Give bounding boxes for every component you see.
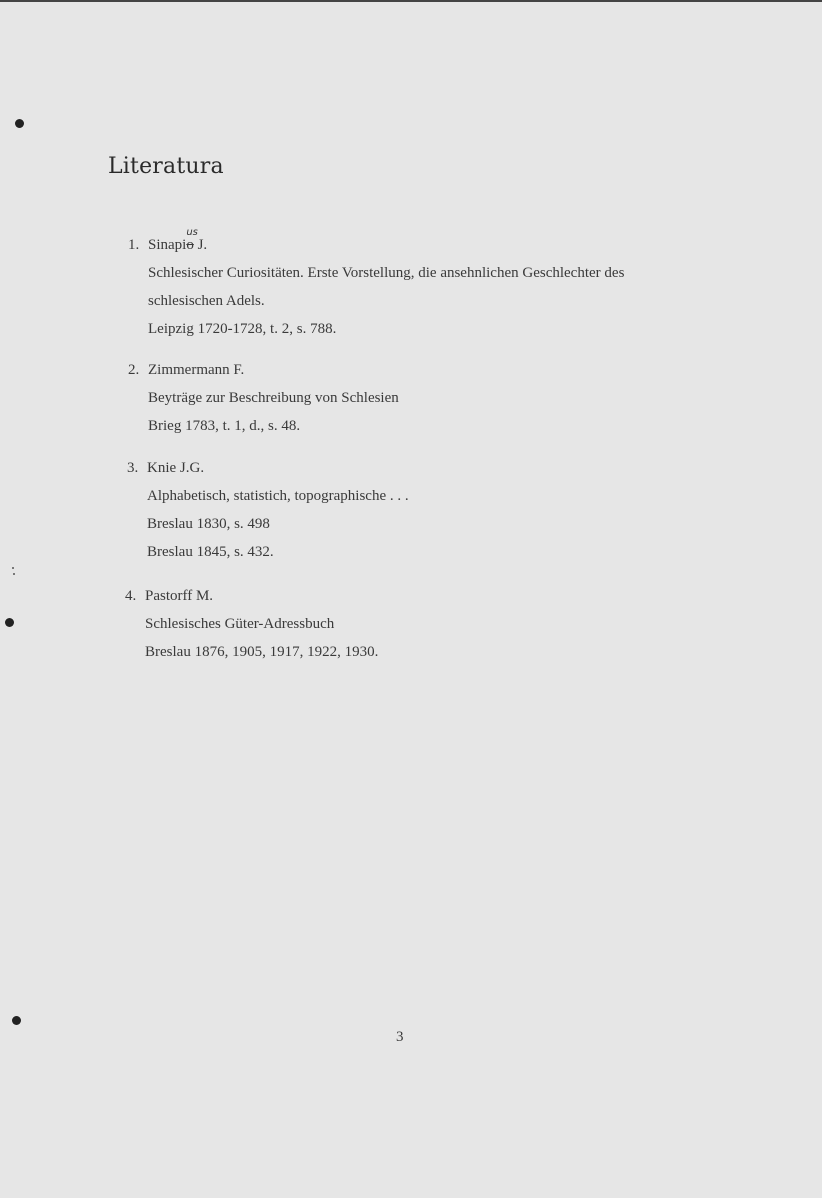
entry-number: 1. bbox=[128, 237, 140, 253]
entry-line: Schlesisches Güter-Adressbuch bbox=[145, 616, 335, 632]
bibliography-entry-1 bbox=[128, 227, 625, 343]
entry-line: schlesischen Adels. bbox=[148, 293, 265, 309]
entry-line: Beyträge zur Beschreibung von Schlesien bbox=[148, 390, 399, 406]
entry-line: Alphabetisch, statistich, topographische . . . bbox=[147, 488, 409, 504]
struck-letter: o bbox=[186, 237, 194, 253]
page-title: Literatura bbox=[108, 154, 224, 179]
entry-author: Sinapi bbox=[148, 237, 187, 253]
entry-author-line bbox=[125, 582, 378, 610]
bibliography-entry-3 bbox=[127, 454, 409, 566]
punch-hole-bottom bbox=[12, 1016, 21, 1025]
entry-author-line bbox=[128, 227, 624, 259]
entry-number: 3. bbox=[127, 460, 139, 476]
bibliography-entry-4 bbox=[125, 582, 378, 666]
entry-line: Schlesischer Curiositäten. Erste Vorstellung, die ansehnlichen Geschlechter des bbox=[148, 265, 625, 281]
punch-hole-middle bbox=[5, 618, 14, 627]
entry-line: Breslau 1876, 1905, 1917, 1922, 1930. bbox=[145, 644, 379, 660]
scan-speck bbox=[12, 567, 14, 569]
entry-number: 2. bbox=[128, 362, 140, 378]
entry-author: Knie J.G. bbox=[147, 460, 205, 476]
entry-line: Brieg 1783, t. 1, d., s. 48. bbox=[148, 418, 301, 434]
entry-number: 4. bbox=[125, 588, 137, 604]
entry-line: Breslau 1845, s. 432. bbox=[147, 544, 274, 560]
scan-speck bbox=[13, 573, 15, 575]
entry-author: Pastorff M. bbox=[145, 588, 214, 604]
handwritten-correction bbox=[186, 227, 198, 259]
page-number: 3 bbox=[396, 1029, 404, 1045]
entry-author-line bbox=[127, 454, 409, 482]
punch-hole-top bbox=[15, 119, 24, 128]
entry-author: Zimmermann F. bbox=[148, 362, 245, 378]
entry-line: Breslau 1830, s. 498 bbox=[147, 516, 270, 532]
entry-author-line bbox=[128, 356, 399, 384]
entry-line: Leipzig 1720-1728, t. 2, s. 788. bbox=[148, 321, 337, 337]
entry-author-initial: J. bbox=[193, 237, 208, 253]
handwritten-insertion: us bbox=[186, 227, 198, 238]
bibliography-entry-2 bbox=[128, 356, 399, 440]
